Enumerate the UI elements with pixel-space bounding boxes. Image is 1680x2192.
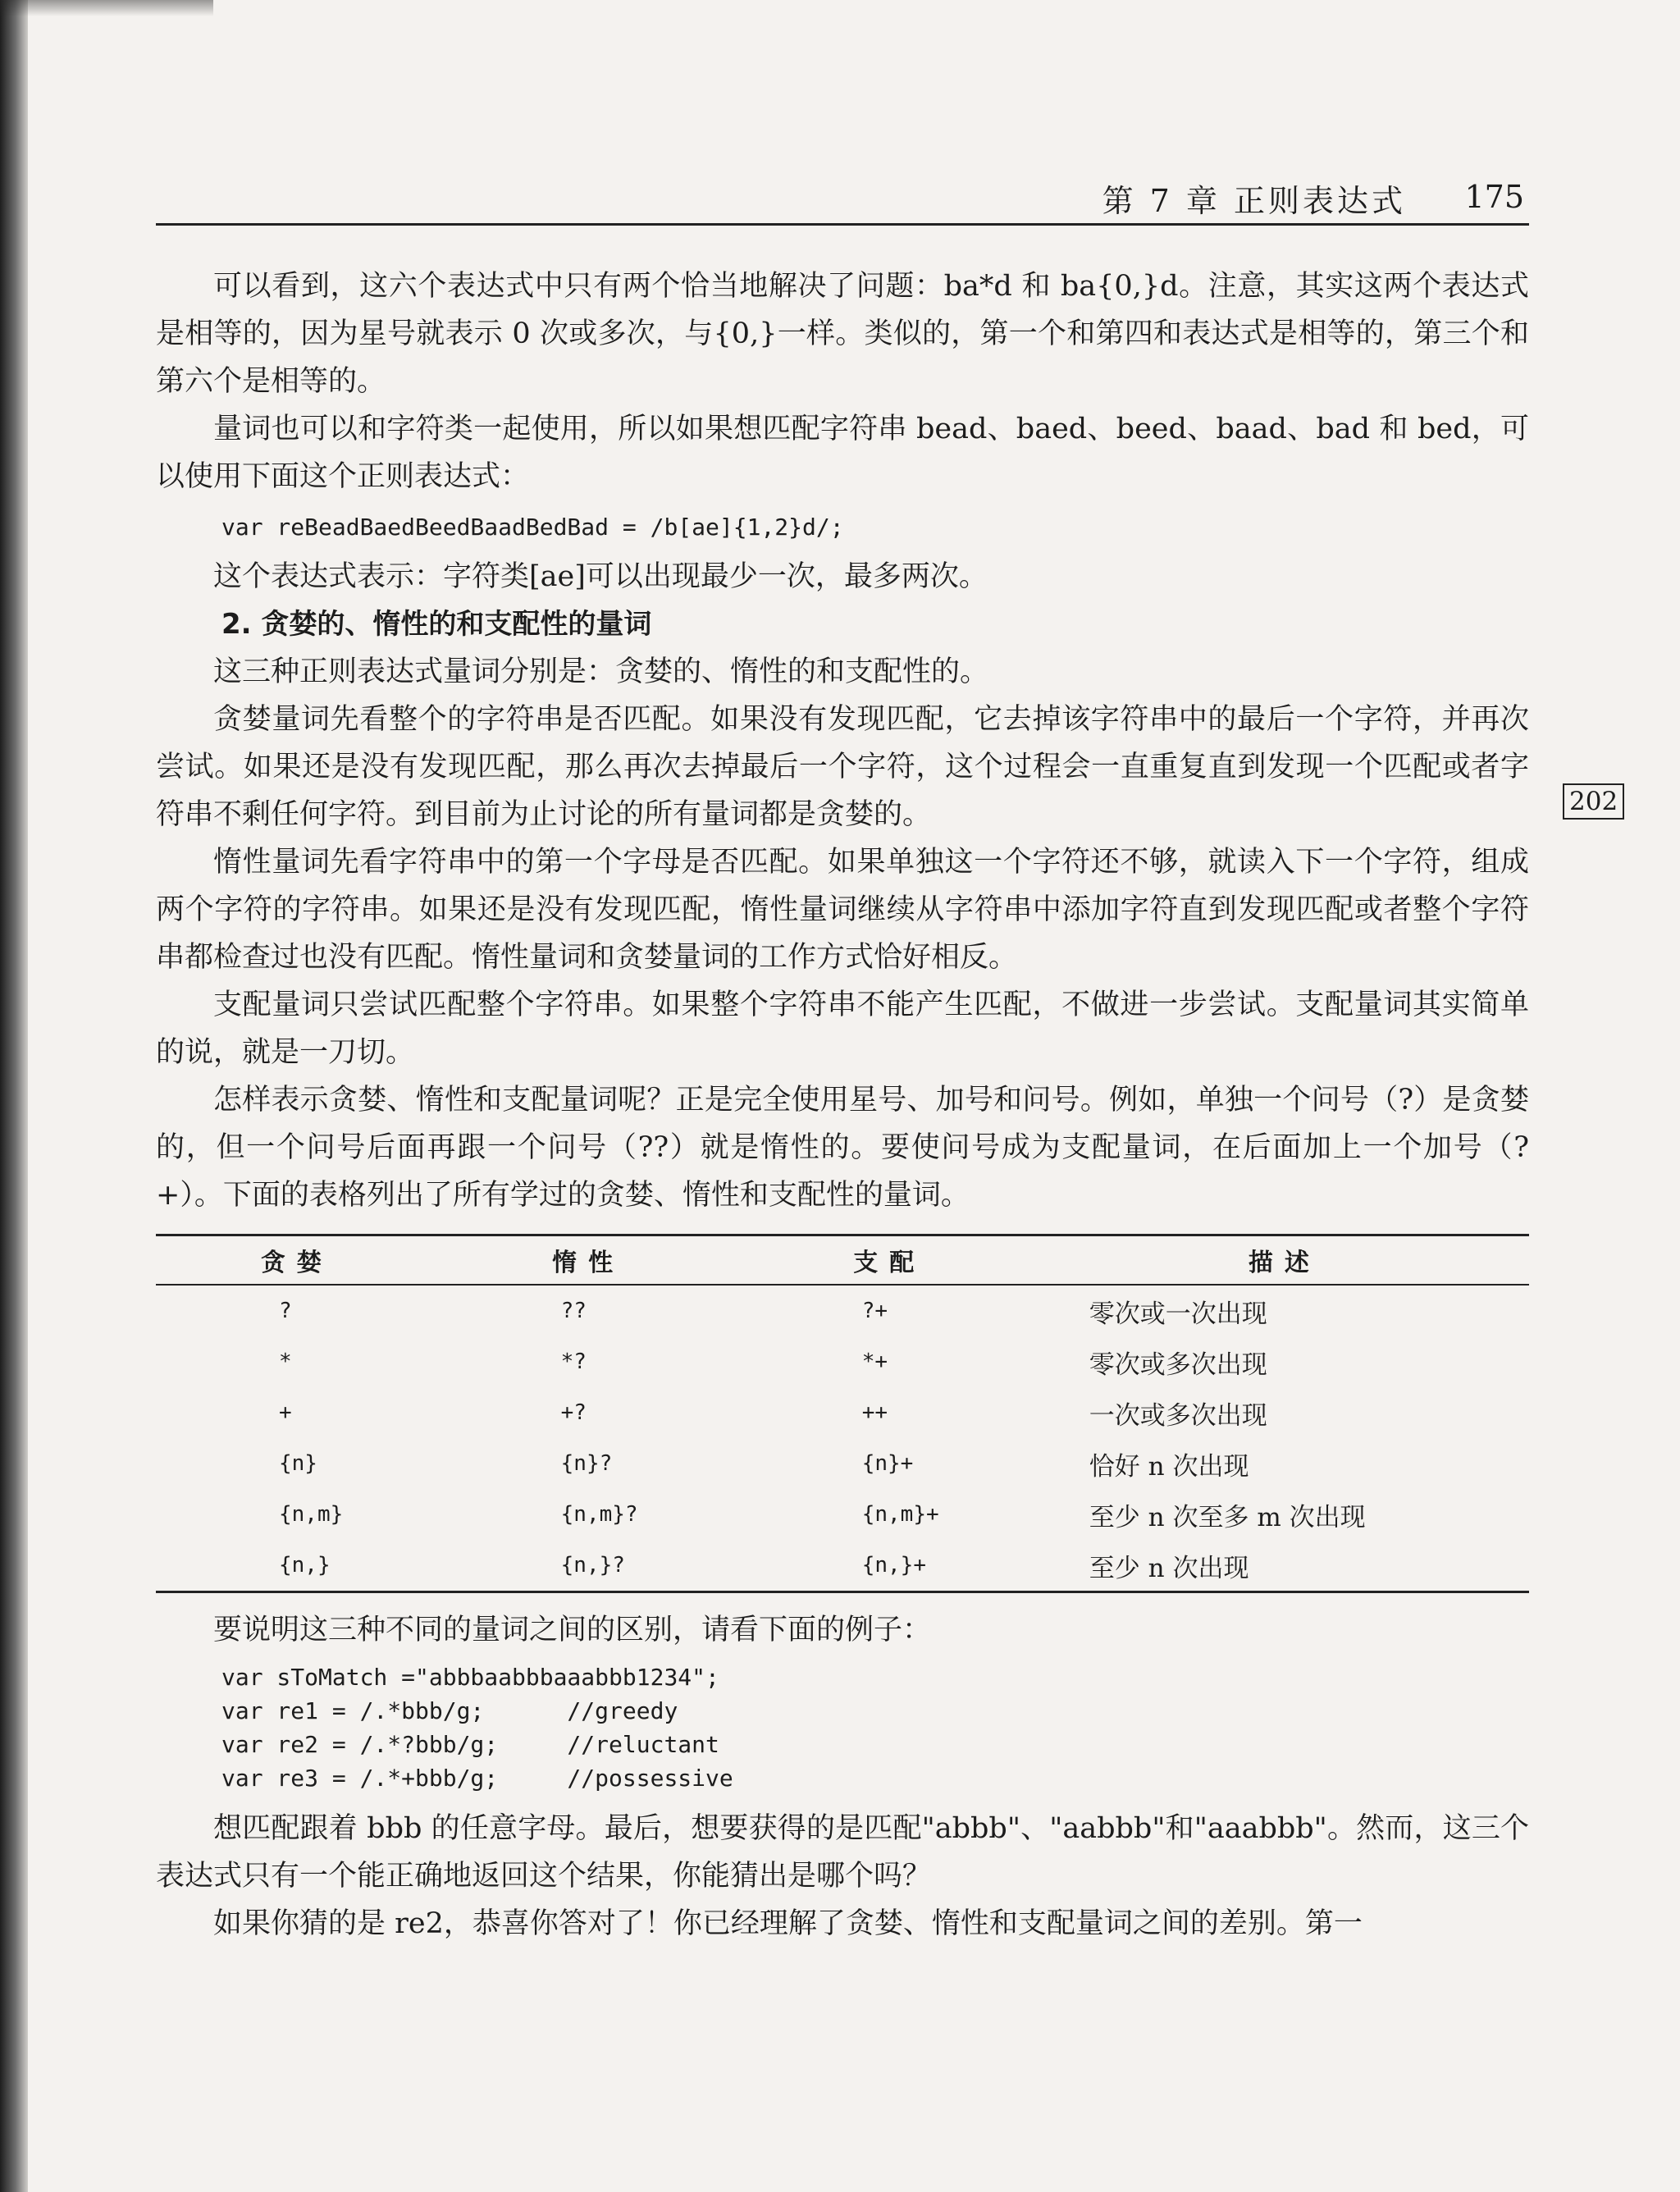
description-cell: 一次或多次出现 <box>1089 1400 1267 1431</box>
paragraph: 贪婪量词先看整个的字符串是否匹配。如果没有发现匹配，它去掉该字符串中的最后一个字符，并再次尝试。如果还是没有发现匹配，那么再次去掉最后一个字符，这个过程会一直重复直到发现一个匹配或者字符串不剩任何字符。到目前为止讨论的所有量词都是贪婪的。 <box>156 703 1529 831</box>
greedy-cell: * <box>279 1349 292 1374</box>
reluctant-cell: {n}? <box>560 1451 613 1476</box>
code-line: var reBeadBaedBeedBaadBedBad = /b[ae]{1,2}d/; <box>221 514 844 541</box>
paragraph: 这三种正则表达式量词分别是：贪婪的、惰性的和支配性的。 <box>213 655 989 688</box>
table-row <box>156 1540 1529 1592</box>
possessive-cell: *+ <box>861 1349 888 1374</box>
description-cell: 零次或多次出现 <box>1089 1349 1267 1380</box>
greedy-cell: {n,} <box>279 1553 331 1578</box>
description-cell: 恰好 n 次出现 <box>1089 1451 1249 1482</box>
page-body <box>156 263 1529 1948</box>
description-cell: 至少 n 次出现 <box>1089 1553 1249 1583</box>
description-cell: 零次或一次出现 <box>1089 1299 1267 1329</box>
code-line: var re2 = /.*?bbb/g; //reluctant <box>221 1731 719 1758</box>
paragraph: 要说明这三种不同的量词之间的区别，请看下面的例子： <box>213 1614 932 1646</box>
book-spine-shadow <box>0 0 28 2192</box>
paragraph: 可以看到，这六个表达式中只有两个恰当地解决了问题：ba*d 和 ba{0,}d。注意，其实这两个表达式是相等的，因为星号就表示 0 次或多次，与{0,}一样。类似的，第一个和第四和表达式是相等的，第三个和第六个是相等的。 <box>156 270 1529 398</box>
possessive-cell: {n}+ <box>861 1451 914 1476</box>
column-header: 支配 <box>739 1235 1040 1286</box>
column-header: 贪婪 <box>156 1235 438 1286</box>
column-header: 惰性 <box>438 1235 739 1286</box>
page-edge-shadow <box>0 0 213 16</box>
table-row <box>156 1387 1529 1438</box>
paragraph: 惰性量词先看字符串中的第一个字母是否匹配。如果单独这一个字符还不够，就读入下一个字符，组成两个字符的字符串。如果还是没有发现匹配，惰性量词继续从字符串中添加字符直到发现匹配或者整个字符串都检查过也没有匹配。惰性量词和贪婪量词的工作方式恰好相反。 <box>156 846 1529 974</box>
section-heading: 2. 贪婪的、惰性的和支配性的量词 <box>221 608 652 641</box>
greedy-cell: ? <box>279 1299 292 1323</box>
quantifier-table <box>156 1234 1529 1593</box>
paragraph: 量词也可以和字符类一起使用，所以如果想匹配字符串 bead、baed、beed、baad、bad 和 bed，可以使用下面这个正则表达式： <box>156 413 1529 493</box>
code-line: var re3 = /.*+bbb/g; //possessive <box>221 1765 733 1792</box>
description-cell: 至少 n 次至多 m 次出现 <box>1089 1502 1366 1532</box>
code-block <box>156 1660 1529 1795</box>
table-row <box>156 1489 1529 1540</box>
possessive-cell: {n,}+ <box>861 1553 926 1578</box>
margin-page-reference: 202 <box>1563 783 1624 820</box>
paragraph: 怎样表示贪婪、惰性和支配量词呢？正是完全使用星号、加号和问号。例如，单独一个问号（?）是贪婪的，但一个问号后面再跟一个问号（??）就是惰性的。要使问号成为支配量词，在后面加上一个加号（?+）。下面的表格列出了所有学过的贪婪、惰性和支配性的量词。 <box>156 1084 1529 1212</box>
table-row <box>156 1285 1529 1336</box>
paragraph: 这个表达式表示：字符类[ae]可以出现最少一次，最多两次。 <box>213 560 988 593</box>
paragraph: 支配量词只尝试匹配整个字符串。如果整个字符串不能产生匹配，不做进一步尝试。支配量词其实简单的说，就是一刀切。 <box>156 989 1529 1069</box>
possessive-cell: ++ <box>861 1400 888 1425</box>
column-header: 描述 <box>1040 1235 1529 1286</box>
page-number: 175 <box>1464 179 1524 215</box>
greedy-cell: {n,m} <box>279 1502 344 1527</box>
reluctant-cell: {n,}? <box>560 1553 625 1578</box>
table-row <box>156 1438 1529 1489</box>
running-header <box>156 172 1529 226</box>
reluctant-cell: {n,m}? <box>560 1502 638 1527</box>
paragraph: 如果你猜的是 re2，恭喜你答对了！你已经理解了贪婪、惰性和支配量词之间的差别。第一 <box>213 1907 1363 1940</box>
possessive-cell: {n,m}+ <box>861 1502 939 1527</box>
table-row <box>156 1336 1529 1387</box>
possessive-cell: ?+ <box>861 1299 888 1323</box>
reluctant-cell: *? <box>560 1349 587 1374</box>
greedy-cell: + <box>279 1400 292 1425</box>
paragraph: 想匹配跟着 bbb 的任意字母。最后，想要获得的是匹配"abbb"、"aabbb"和"aaabbb"。然而，这三个表达式只有一个能正确地返回这个结果，你能猜出是哪个吗？ <box>156 1812 1529 1893</box>
chapter-title: 第 7 章 正则表达式 <box>1102 183 1406 219</box>
code-line: var re1 = /.*bbb/g; //greedy <box>221 1697 678 1724</box>
code-line: var sToMatch ="abbbaabbbaaabbb1234"; <box>221 1664 719 1691</box>
reluctant-cell: ?? <box>560 1299 587 1323</box>
greedy-cell: {n} <box>279 1451 317 1476</box>
table-header-row <box>156 1235 1529 1286</box>
reluctant-cell: +? <box>560 1400 587 1425</box>
